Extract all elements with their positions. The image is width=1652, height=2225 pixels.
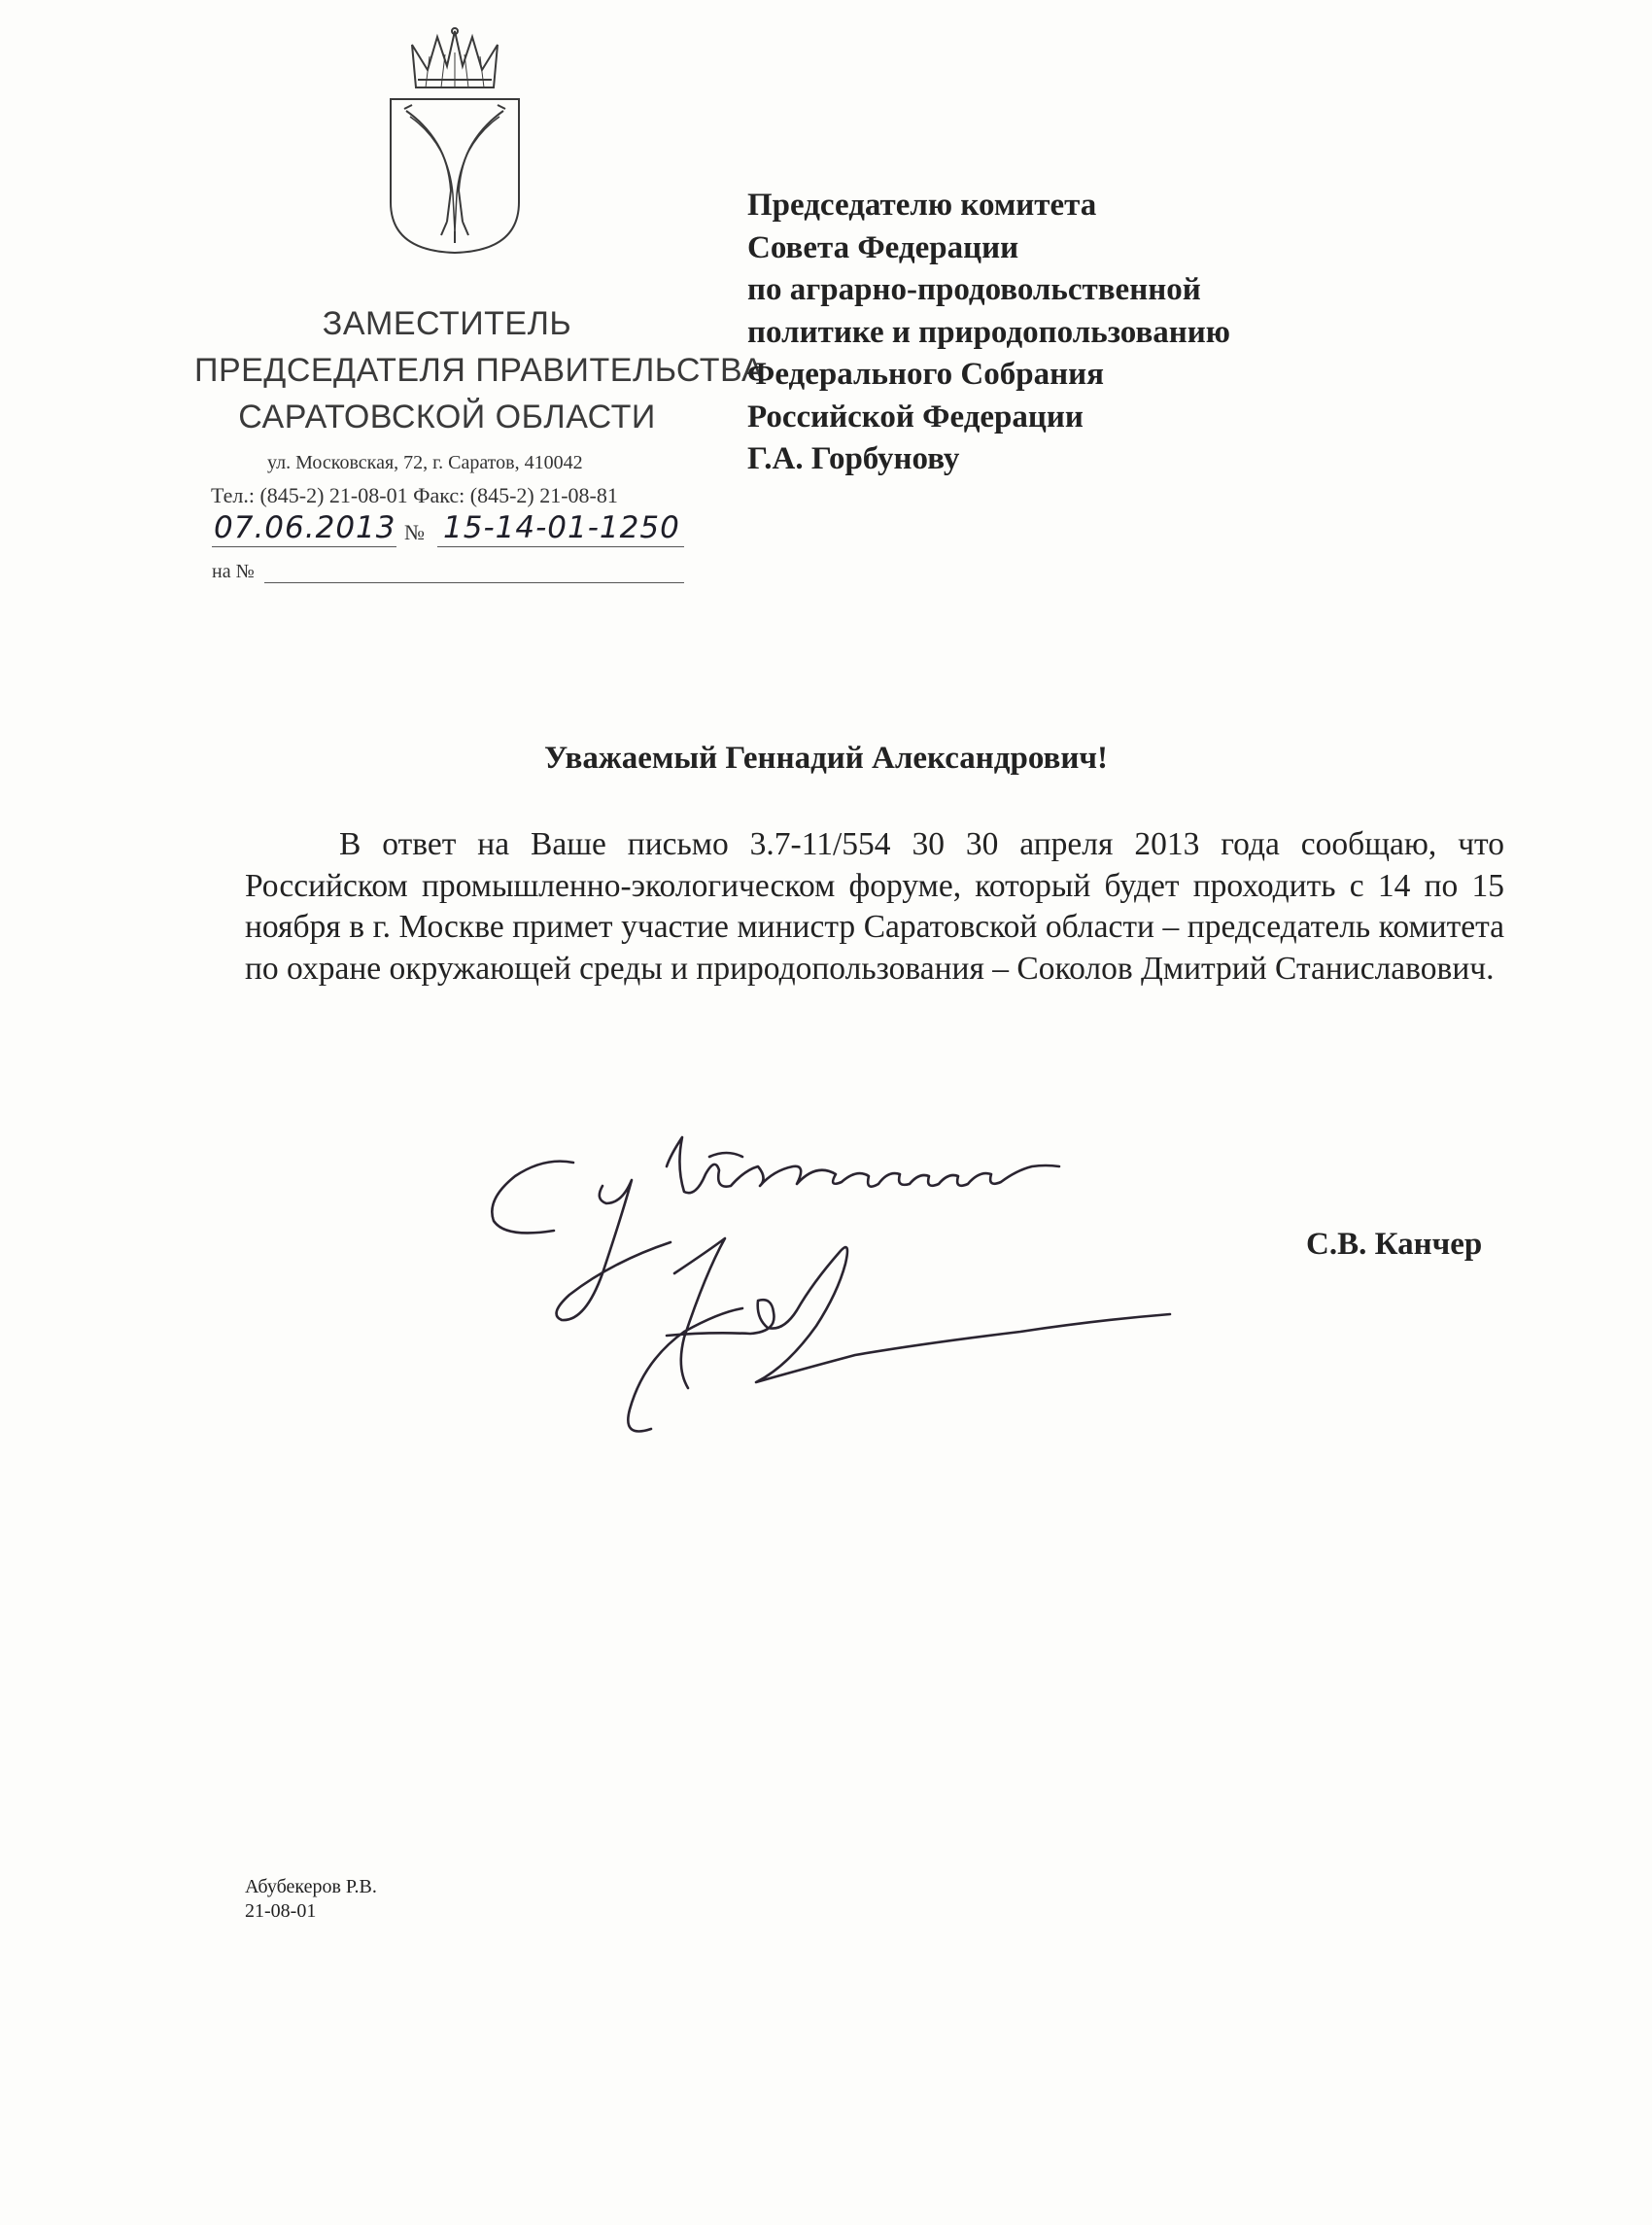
outgoing-date: 07.06.2013	[214, 510, 396, 545]
number-sign: №	[404, 520, 425, 544]
reply-underline	[264, 582, 684, 583]
date-underline	[212, 546, 396, 547]
addressee-line: Г.А. Горбунову	[747, 441, 960, 476]
org-title-line: ЗАМЕСТИТЕЛЬ	[322, 305, 572, 342]
executor-phone: 21-08-01	[245, 1900, 317, 1922]
addressee-line: Федерального Собрания	[747, 357, 1104, 392]
org-address: ул. Московская, 72, г. Саратов, 410042	[267, 452, 583, 473]
addressee-block	[747, 185, 1230, 481]
reply-reference	[212, 556, 684, 585]
body-paragraph: В ответ на Ваше письмо 3.7-11/554 30 30 апреля 2013 года сообщаю, что Российском промышленно-экологическом форуме, который будет проходить с 14 по 15 ноября в г. Москве примет участие министр Саратовской области – председатель комитета по охране окружающей среды и природопользования – Соколов Дмитрий Станиславович.	[245, 826, 1504, 987]
org-title-line: ПРЕДСЕДАТЕЛЯ ПРАВИТЕЛЬСТВА	[194, 352, 765, 389]
saratov-coat-of-arms-icon	[377, 27, 533, 257]
executor-name: Абубекеров Р.В.	[245, 1876, 377, 1897]
signer-name: С.В. Канчер	[1306, 1227, 1483, 1262]
outgoing-number: 15-14-01-1250	[443, 510, 680, 545]
reply-label: на №	[212, 561, 255, 582]
org-contacts: Тел.: (845-2) 21-08-01 Факс: (845-2) 21-08-81	[211, 483, 618, 507]
outgoing-reference	[212, 512, 684, 551]
greeting: Уважаемый Геннадий Александрович!	[544, 741, 1108, 776]
handwritten-signature-icon	[476, 1128, 1331, 1439]
letter-body	[245, 824, 1504, 990]
addressee-line: Российской Федерации	[747, 399, 1084, 435]
addressee-line: политике и природопользованию	[747, 314, 1231, 350]
number-underline	[437, 546, 684, 547]
addressee-line: Совета Федерации	[747, 229, 1019, 265]
addressee-line: по аграрно-продовольственной	[747, 272, 1201, 307]
addressee-line: Председателю комитета	[747, 188, 1097, 223]
org-title-line: САРАТОВСКОЙ ОБЛАСТИ	[238, 399, 656, 435]
